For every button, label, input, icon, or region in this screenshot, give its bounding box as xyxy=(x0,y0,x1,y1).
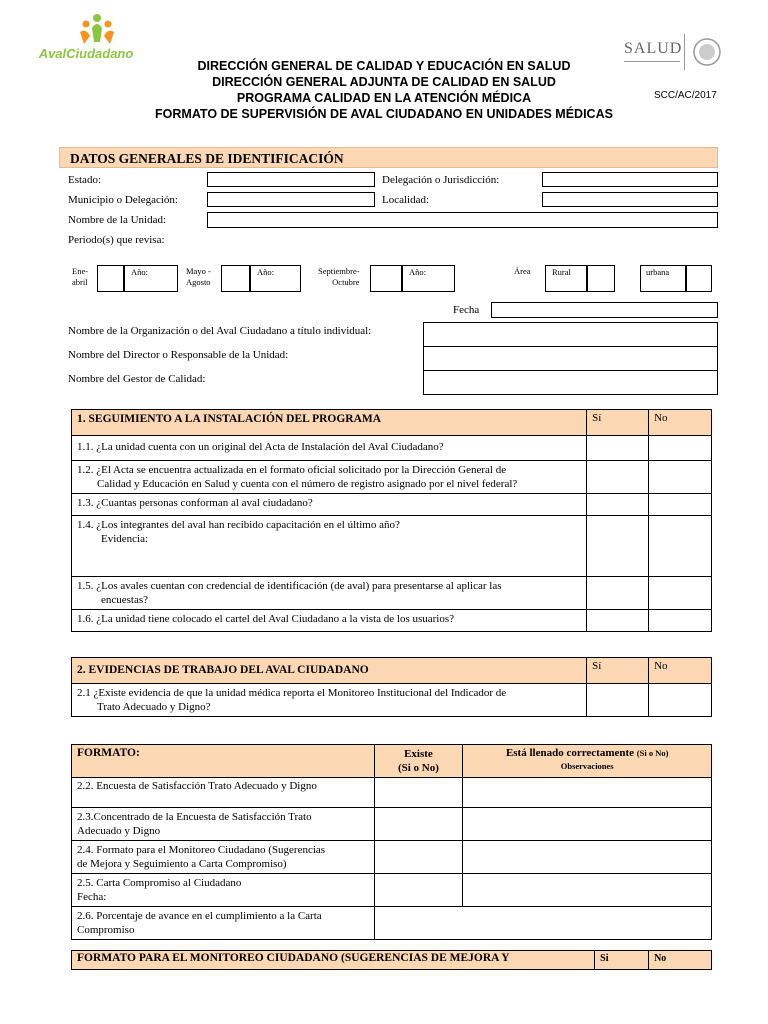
q1-3-si[interactable] xyxy=(587,494,649,516)
fecha-field[interactable] xyxy=(491,302,718,318)
q1-6-si[interactable] xyxy=(587,610,649,632)
period-3-year[interactable]: Año: xyxy=(402,265,455,292)
section1-row-6 xyxy=(72,610,712,632)
datos-generales-header xyxy=(59,147,718,168)
logo-text: AvalCiudadano xyxy=(38,46,134,61)
section1-row-3 xyxy=(72,494,712,516)
f2-2: 2.2. Encuesta de Satisfacción Trato Adecuado y Digno xyxy=(72,778,375,808)
municipio-label: Municipio o Delegación: xyxy=(68,194,178,206)
section2-title: 2. EVIDENCIAS DE TRABAJO DEL AVAL CIUDADANO xyxy=(72,658,587,684)
f2-4: 2.4. Formato para el Monitoreo Ciudadano (Sugerencias de Mejora y Seguimiento a Carta Compromiso) xyxy=(72,841,375,874)
org-field[interactable] xyxy=(423,322,718,347)
monitoreo-no-header: No xyxy=(649,951,712,970)
q2-1: 2.1 ¿Existe evidencia de que la unidad médica reporta el Monitoreo Institucional del Indicador de Trato Adecuado y Digno? xyxy=(72,684,587,717)
salud-text: SALUD xyxy=(624,40,683,57)
q1-1-si[interactable] xyxy=(587,436,649,461)
localidad-label: Localidad: xyxy=(382,194,430,206)
q1-6-no[interactable] xyxy=(649,610,712,632)
q2-1-no[interactable] xyxy=(649,684,712,717)
unidad-label: Nombre de la Unidad: xyxy=(68,214,167,226)
fecha-label: Fecha xyxy=(453,304,480,316)
q2-1-si[interactable] xyxy=(587,684,649,717)
form-code: SCC/AC/2017 xyxy=(654,90,717,101)
f2-6: 2.6. Porcentaje de avance en el cumplimiento a la Carta Compromiso xyxy=(72,907,375,940)
section1-row-1 xyxy=(72,436,712,461)
period-1-year[interactable]: Año: xyxy=(124,265,178,292)
q1-3-no[interactable] xyxy=(649,494,712,516)
area-label: Área xyxy=(514,266,531,276)
director-label: Nombre del Director o Responsable de la Unidad: xyxy=(68,349,289,361)
q1-2-si[interactable] xyxy=(587,461,649,494)
unidad-field[interactable] xyxy=(207,212,718,228)
municipio-field[interactable] xyxy=(207,192,375,207)
delegacion-field[interactable] xyxy=(542,172,718,187)
monitoreo-table xyxy=(71,950,712,970)
formato-row-4 xyxy=(72,874,712,907)
section2-table xyxy=(71,657,712,717)
rural-check[interactable] xyxy=(587,265,615,292)
aval-ciudadano-logo xyxy=(34,10,138,64)
q1-4-si[interactable] xyxy=(587,516,649,577)
header-line-1: DIRECCIÓN GENERAL DE CALIDAD Y EDUCACIÓN EN SALUD xyxy=(197,59,571,73)
urbana-check[interactable] xyxy=(686,265,712,292)
f2-5: 2.5. Carta Compromiso al Ciudadano Fecha: xyxy=(72,874,375,907)
q1-1: 1.1. ¿La unidad cuenta con un original del Acta de Instalación del Aval Ciudadano? xyxy=(72,436,587,461)
formato-row-3 xyxy=(72,841,712,874)
f2-4-obs[interactable] xyxy=(463,841,712,874)
q1-2: 1.2. ¿El Acta se encuentra actualizada en el formato oficial solicitado por la Dirección General de Calidad y Educación en Salud y cuenta con el número de registro asignado por el nivel federal? xyxy=(72,461,587,494)
period-2-check[interactable] xyxy=(221,265,250,292)
formato-header: FORMATO: xyxy=(72,745,375,778)
period-2-year[interactable]: Año: xyxy=(250,265,301,292)
header-line-2: DIRECCIÓN GENERAL ADJUNTA DE CALIDAD EN SALUD xyxy=(212,75,556,89)
section1-si-header: Sí xyxy=(587,410,649,436)
org-label: Nombre de la Organización o del Aval Ciudadano a título individual: xyxy=(68,325,372,337)
monitoreo-title: FORMATO PARA EL MONITOREO CIUDADANO (SUGERENCIAS DE MEJORA Y xyxy=(72,951,595,970)
f2-3-obs[interactable] xyxy=(463,808,712,841)
people-circle-icon xyxy=(34,10,138,50)
q1-5-si[interactable] xyxy=(587,577,649,610)
existe-header: Existe (Si o No) xyxy=(374,745,463,778)
monitoreo-si-header: Si xyxy=(595,951,649,970)
q1-4: 1.4. ¿Los integrantes del aval han recibido capacitación en el último año? Evidencia: xyxy=(72,516,587,577)
section1-row-2 xyxy=(72,461,712,494)
gestor-field[interactable] xyxy=(423,370,718,395)
formato-row-5 xyxy=(72,907,712,940)
section1-table xyxy=(71,409,712,632)
q1-1-no[interactable] xyxy=(649,436,712,461)
salud-logo xyxy=(620,34,730,74)
formato-row-2 xyxy=(72,808,712,841)
f2-2-existe[interactable] xyxy=(374,778,463,808)
section2-no-header: No xyxy=(649,658,712,684)
director-field[interactable] xyxy=(423,346,718,371)
f2-2-obs[interactable] xyxy=(463,778,712,808)
q1-2-no[interactable] xyxy=(649,461,712,494)
f2-3-existe[interactable] xyxy=(374,808,463,841)
section1-row-4 xyxy=(72,516,712,577)
formato-row-1 xyxy=(72,778,712,808)
section1-title: 1. SEGUIMIENTO A LA INSTALACIÓN DEL PROGRAMA xyxy=(72,410,587,436)
f2-5-obs[interactable] xyxy=(463,874,712,907)
header-line-3: PROGRAMA CALIDAD EN LA ATENCIÓN MÉDICA xyxy=(236,91,532,105)
period-3-label: Septiembre- Octubre xyxy=(318,266,360,287)
q1-3: 1.3. ¿Cuantas personas conforman al aval ciudadano? xyxy=(72,494,587,516)
estado-label: Estado: xyxy=(68,174,101,186)
datos-title: DATOS GENERALES DE IDENTIFICACIÓN xyxy=(70,151,344,166)
header-line-4: FORMATO DE SUPERVISIÓN DE AVAL CIUDADANO EN UNIDADES MÉDICAS xyxy=(155,107,613,121)
mexico-seal-icon xyxy=(692,36,722,68)
section1-row-5 xyxy=(72,577,712,610)
periodo-label: Periodo(s) que revisa: xyxy=(68,234,165,246)
q1-5-no[interactable] xyxy=(649,577,712,610)
urbana-box[interactable]: urbana xyxy=(640,265,686,292)
q1-5: 1.5. ¿Los avales cuentan con credencial de identificación (de aval) para presentarse al aplicar las encuestas? xyxy=(72,577,587,610)
period-1-label: Ene- abril xyxy=(72,266,89,287)
f2-4-existe[interactable] xyxy=(374,841,463,874)
section2-si-header: Sí xyxy=(587,658,649,684)
period-1-check[interactable] xyxy=(97,265,124,292)
gestor-label: Nombre del Gestor de Calidad: xyxy=(68,373,206,385)
header-titles xyxy=(140,58,628,122)
section2-row-1 xyxy=(72,684,712,717)
f2-6-value[interactable] xyxy=(374,907,712,940)
q1-6: 1.6. ¿La unidad tiene colocado el cartel del Aval Ciudadano a la vista de los usuarios? xyxy=(72,610,587,632)
rural-box[interactable]: Rural xyxy=(545,265,587,292)
section1-no-header: No xyxy=(649,410,712,436)
q1-4-no[interactable] xyxy=(649,516,712,577)
llenado-header: Está llenado correctamente (Si o No) Observaciones xyxy=(463,745,712,778)
formato-table xyxy=(71,744,712,940)
f2-3: 2.3.Concentrado de la Encuesta de Satisfacción Trato Adecuado y Digno xyxy=(72,808,375,841)
period-2-label: Mayo - Agosto xyxy=(186,266,211,287)
localidad-field[interactable] xyxy=(542,192,718,207)
f2-5-existe[interactable] xyxy=(374,874,463,907)
period-3-check[interactable] xyxy=(370,265,402,292)
delegacion-label: Delegación o Jurisdicción: xyxy=(382,174,500,186)
estado-field[interactable] xyxy=(207,172,375,187)
